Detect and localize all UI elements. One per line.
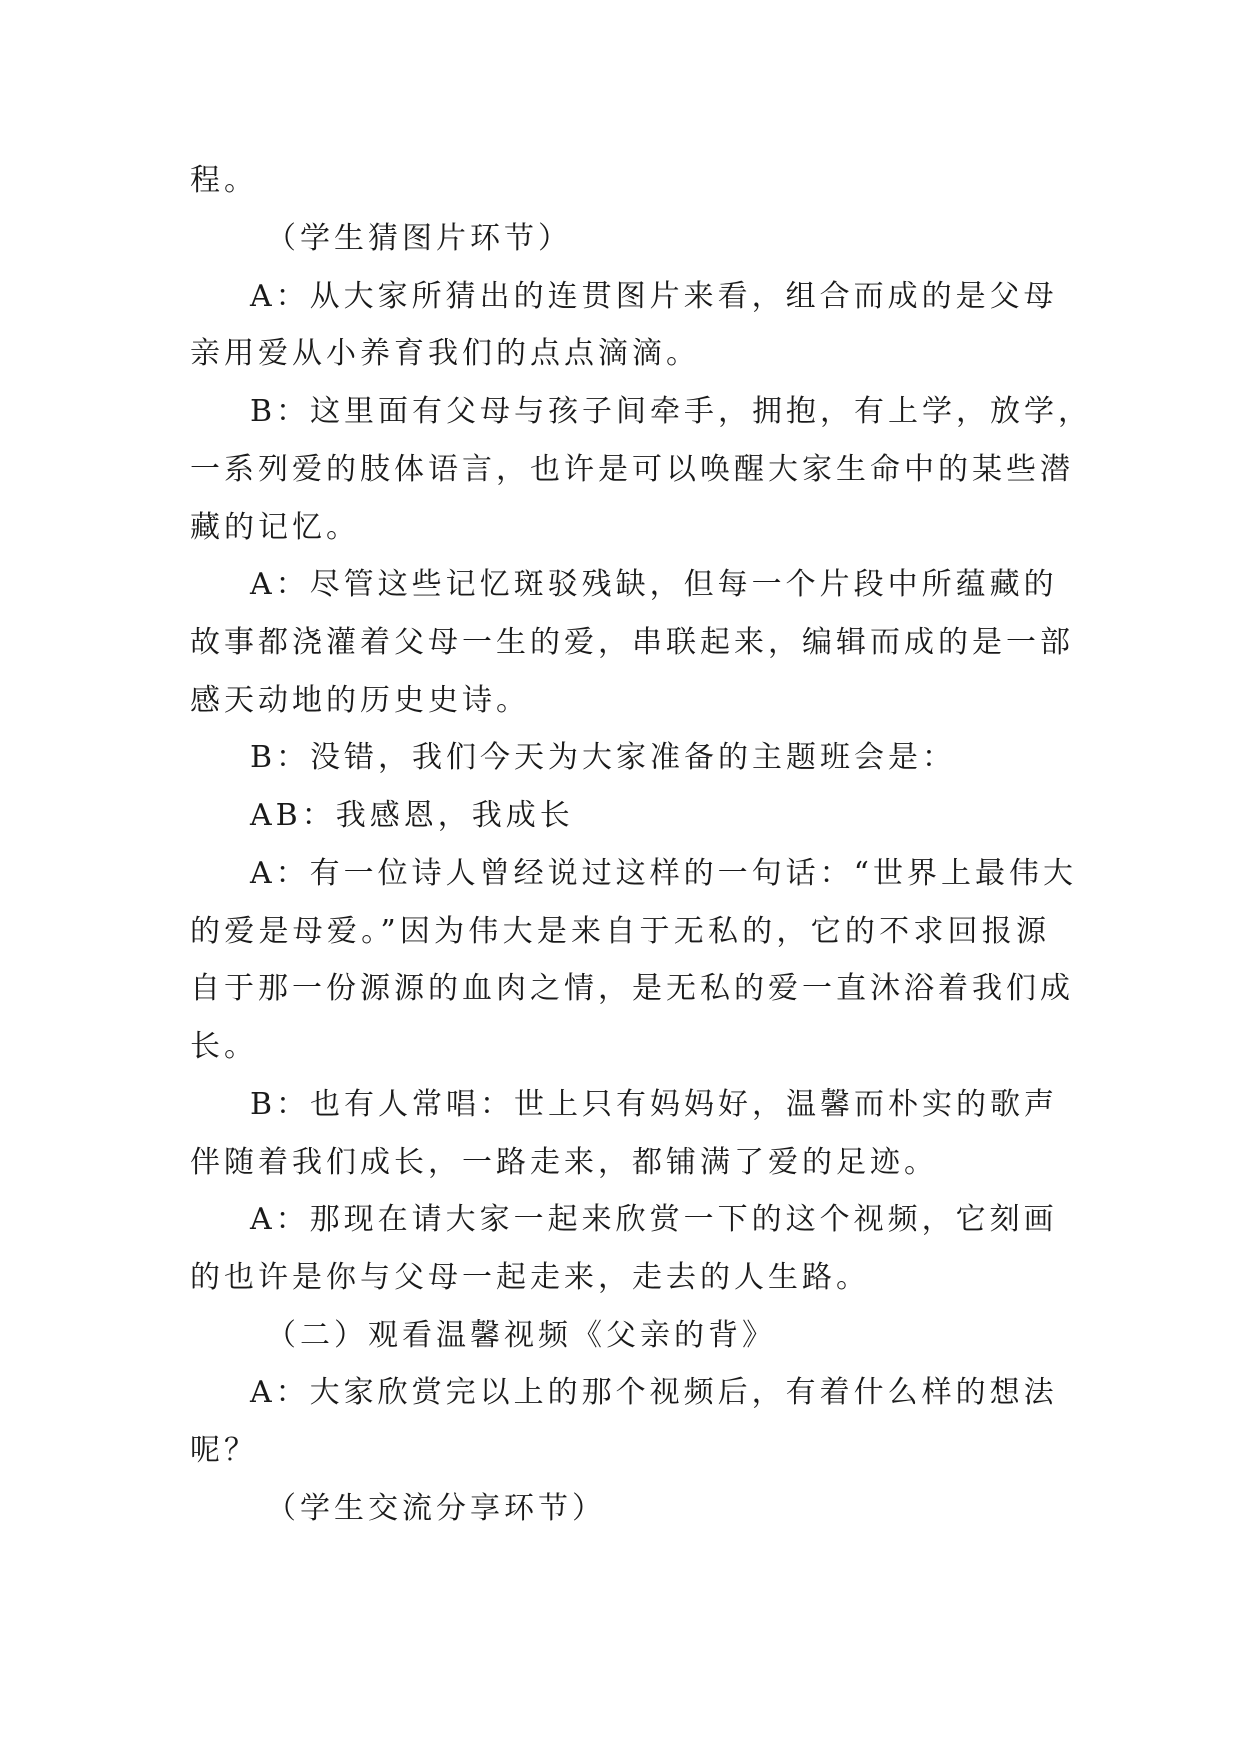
text-line: 呢？ [190,1433,258,1468]
text-line: 程。 [190,163,258,198]
text-line: （二）观看温馨视频《父亲的背》 [266,1318,776,1353]
text-line: B：没错，我们今天为大家准备的主题班会是： [250,740,957,775]
text-line: 自于那一份源源的血肉之情，是无私的爱一直沐浴着我们成 [190,971,1074,1006]
text-line: A：从大家所猜出的连贯图片来看，组合而成的是父母 [250,279,1058,314]
text-line: 感天动地的历史史诗。 [190,683,530,718]
text-line: AB：我感恩，我成长 [250,798,574,833]
text-line: 长。 [190,1029,258,1064]
text-line: 一系列爱的肢体语言，也许是可以唤醒大家生命中的某些潜 [190,452,1074,487]
text-line: B：这里面有父母与孩子间牵手，拥抱，有上学，放学， [250,394,1093,429]
text-line: 亲用爱从小养育我们的点点滴滴。 [190,336,700,371]
text-line: （学生交流分享环节） [266,1491,606,1526]
text-line: 伴随着我们成长，一路走来，都铺满了爱的足迹。 [190,1145,938,1180]
text-line: 故事都浇灌着父母一生的爱，串联起来，编辑而成的是一部 [190,625,1074,660]
text-line: 藏的记忆。 [190,510,360,545]
text-line: B：也有人常唱：世上只有妈妈好，温馨而朴实的歌声 [250,1087,1059,1122]
text-line: （学生猜图片环节） [266,221,572,256]
text-line: A：有一位诗人曾经说过这样的一句话：“世界上最伟大 [250,856,1078,891]
text-line: A：大家欣赏完以上的那个视频后，有着什么样的想法 [250,1375,1058,1410]
text-line: 的也许是你与父母一起走来，走去的人生路。 [190,1260,870,1295]
text-line: A：尽管这些记忆斑驳残缺，但每一个片段中所蕴藏的 [250,567,1058,602]
text-line: A：那现在请大家一起来欣赏一下的这个视频，它刻画 [250,1202,1058,1237]
text-line: 的爱是母爱。”因为伟大是来自于无私的，它的不求回报源 [190,914,1050,949]
